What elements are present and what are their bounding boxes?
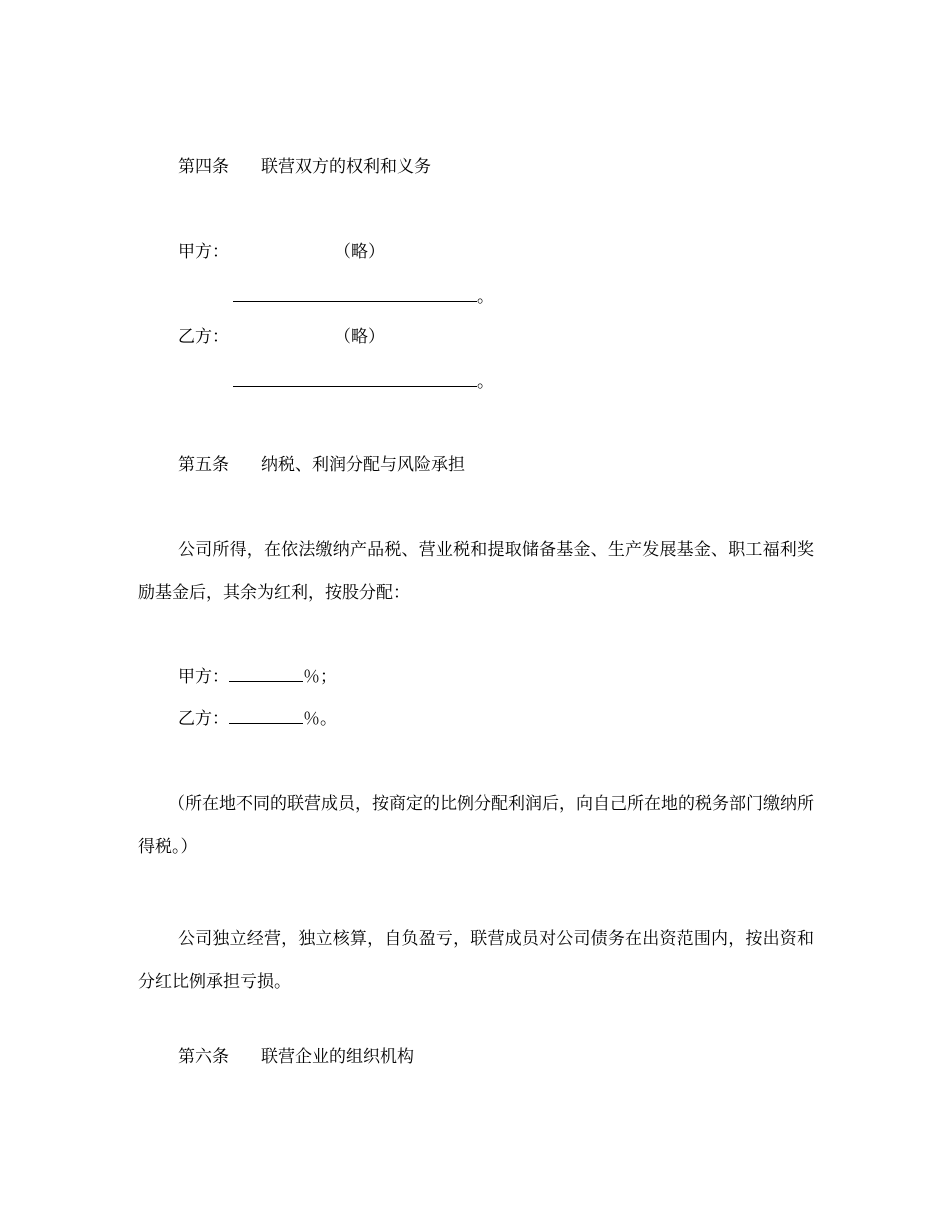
party-a-fill-end: 。 (477, 287, 494, 307)
party-a-share-blank[interactable] (229, 665, 303, 682)
tax-note-paragraph: （所在地不同的联营成员，按商定的比例分配利润后，向自己所在地的税务部门缴纳所得税。） (138, 794, 814, 857)
party-b-label: 乙方： (178, 327, 229, 347)
article-4-number: 第四条 (178, 157, 229, 177)
party-b-omitted-note: （略） (334, 327, 385, 347)
party-b-fill-line (233, 370, 494, 394)
party-b-fill-end: 。 (477, 372, 494, 392)
party-b-share-suffix: ％。 (303, 709, 337, 729)
article-4-heading (178, 155, 431, 179)
article-6-number: 第六条 (178, 1047, 229, 1067)
party-b-blank[interactable] (233, 370, 477, 387)
party-a-share-label: 甲方： (178, 667, 229, 687)
party-a-omitted-note: （略） (334, 242, 385, 262)
party-b-share-blank[interactable] (229, 707, 303, 724)
party-a-share-suffix: ％； (303, 667, 337, 687)
party-a-fill-line (233, 285, 494, 309)
article-6-title: 联营企业的组织机构 (261, 1047, 414, 1067)
party-b-share-line (178, 707, 337, 731)
party-a-label: 甲方： (178, 242, 229, 262)
party-a-share-line (178, 665, 337, 689)
profit-distribution-paragraph: 公司所得，在依法缴纳产品税、营业税和提取储备基金、生产发展基金、职工福利奖励基金后，其余为红利，按股分配： (138, 540, 814, 603)
article-5-heading (178, 453, 465, 477)
party-a-rights-line (178, 240, 229, 264)
party-a-blank[interactable] (233, 285, 477, 302)
liability-paragraph: 公司独立经营，独立核算，自负盈亏，联营成员对公司债务在出资范围内，按出资和分红比例承担亏损。 (138, 929, 814, 992)
party-b-share-label: 乙方： (178, 709, 229, 729)
article-5-number: 第五条 (178, 455, 229, 475)
article-4-title: 联营双方的权利和义务 (261, 157, 431, 177)
article-6-heading (178, 1045, 414, 1069)
party-b-rights-line (178, 325, 229, 349)
article-5-title: 纳税、利润分配与风险承担 (261, 455, 465, 475)
